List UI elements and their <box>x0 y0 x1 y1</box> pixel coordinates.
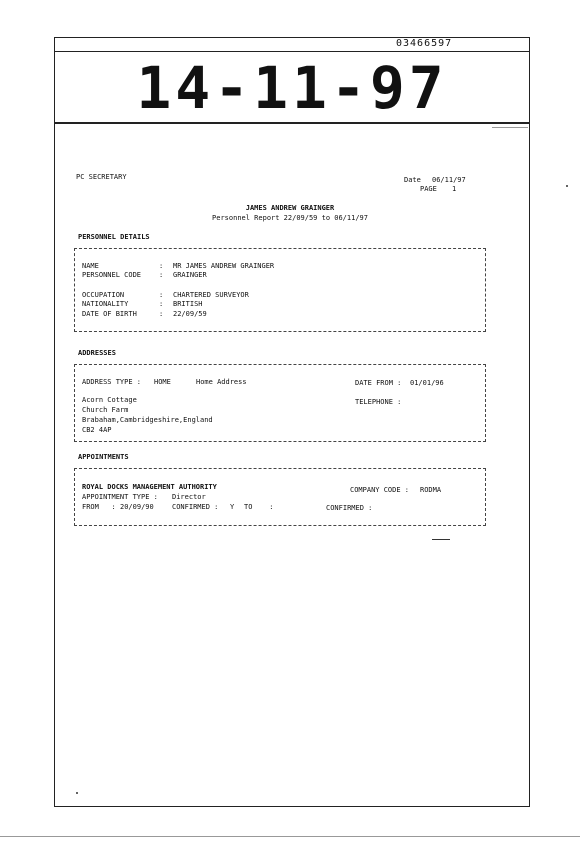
scan-edge-line <box>0 836 580 837</box>
address-line-3: Brabaham,Cambridgeshire,England <box>82 416 213 424</box>
address-type-description: Home Address <box>196 378 247 386</box>
nationality-label: NATIONALITY <box>82 300 129 308</box>
name-label: NAME <box>82 262 99 270</box>
confirmed-value: Y <box>230 503 235 511</box>
to-label: TO : <box>244 503 274 511</box>
personnel-code-value: GRAINGER <box>173 271 207 279</box>
address-line-1: Acorn Cottage <box>82 396 137 404</box>
appointments-heading: APPOINTMENTS <box>78 453 129 461</box>
report-title: Personnel Report 22/09/59 to 06/11/97 <box>212 214 368 222</box>
report-person-name: JAMES ANDREW GRAINGER <box>245 204 335 212</box>
company-code-value: RODMA <box>420 486 442 494</box>
scan-speck <box>566 185 568 187</box>
personnel-box <box>74 248 486 332</box>
date-of-birth-value: 22/09/59 <box>173 310 207 318</box>
occupation-label: OCCUPATION <box>82 291 125 299</box>
company-code-label: COMPANY CODE : <box>350 486 410 494</box>
from-value: 20/09/90 <box>120 503 154 511</box>
scan-mark-top <box>492 127 528 128</box>
scan-speck-bottom <box>76 792 78 794</box>
date-value: 06/11/97 <box>432 176 466 184</box>
occupation-value: CHARTERED SURVEYOR <box>173 291 249 299</box>
personnel-heading: PERSONNEL DETAILS <box>78 233 150 241</box>
name-value: MR JAMES ANDREW GRAINGER <box>173 262 275 270</box>
scan-mark <box>432 539 450 540</box>
occupation-sep: : <box>159 291 164 299</box>
personnel-code-label: PERSONNEL CODE <box>82 271 142 279</box>
confirmed-label: CONFIRMED : <box>172 503 219 511</box>
company-name: ROYAL DOCKS MANAGEMENT AUTHORITY <box>82 483 217 491</box>
address-type-label: ADDRESS TYPE : <box>82 378 142 386</box>
page-label: PAGE <box>420 185 437 193</box>
page-number: 1 <box>452 185 457 193</box>
date-label: Date <box>404 176 421 184</box>
address-line-2: Church Farm <box>82 406 129 414</box>
personnel-code-sep: : <box>159 271 164 279</box>
date-from-value: 01/01/96 <box>410 379 444 387</box>
date-of-birth-label: DATE OF BIRTH <box>82 310 137 318</box>
date-of-birth-sep: : <box>159 310 164 318</box>
appointment-type-value: Director <box>172 493 206 501</box>
name-sep: : <box>159 262 164 270</box>
appointment-type-label: APPOINTMENT TYPE : <box>82 493 158 501</box>
date-from-label: DATE FROM : <box>355 379 402 387</box>
addresses-heading: ADDRESSES <box>78 349 116 357</box>
address-line-4: CB2 4AP <box>82 426 112 434</box>
from-label: FROM : <box>82 503 116 511</box>
nationality-sep: : <box>159 300 164 308</box>
address-type-value: HOME <box>154 378 171 386</box>
confirmed-2-label: CONFIRMED : <box>326 504 373 512</box>
telephone-label: TELEPHONE : <box>355 398 402 406</box>
received-date-stamp: 14-11-97 <box>136 54 448 122</box>
sender-label: PC SECRETARY <box>76 173 127 181</box>
nationality-value: BRITISH <box>173 300 203 308</box>
document-number: 03466597 <box>396 38 453 49</box>
